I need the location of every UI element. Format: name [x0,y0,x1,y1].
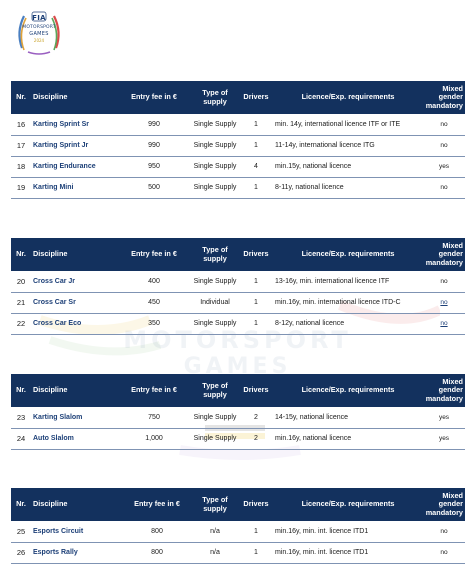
cell-mixed: yes [423,407,465,428]
cell-fee: 750 [117,407,191,428]
cell-type: Single Supply [191,313,239,334]
cell-mixed: no [423,521,465,542]
cell-type: Single Supply [191,156,239,177]
header-fee: Entry fee in € [117,374,191,407]
logo-line3: 2024 [33,38,45,43]
cell-discipline: Cross Car Jr [31,271,117,292]
table-row [11,271,465,292]
cell-mixed: no [423,177,465,198]
cell-fee: 350 [117,313,191,334]
cell-mixed-link[interactable] [423,313,465,334]
header-discipline: Discipline [31,488,123,521]
header-type: Type of supply [191,488,239,521]
header-licence: Licence/Exp. requirements [273,81,423,114]
cell-fee: 450 [117,292,191,313]
cell-discipline: Cross Car Sr [31,292,117,313]
fia-motorsport-games-logo [12,8,66,56]
table-header-row [11,488,465,521]
cell-type: Individual [191,292,239,313]
table-row [11,156,465,177]
cell-type: n/a [191,542,239,563]
cell-discipline: Karting Mini [31,177,117,198]
cell-type: Single Supply [191,114,239,135]
cell-nr: 23 [11,407,31,428]
cell-fee: 990 [117,135,191,156]
cell-type: Single Supply [191,271,239,292]
cell-discipline: Karting Endurance [31,156,117,177]
header-discipline: Discipline [31,374,117,407]
table-row [11,292,465,313]
header-mixed: Mixed gender mandatory [423,488,465,521]
table-header-row [11,374,465,407]
header-nr: Nr. [11,81,31,114]
cell-mixed: yes [423,428,465,449]
table-row [11,407,465,428]
table-row [11,177,465,198]
cell-drivers: 1 [239,114,273,135]
cell-mixed: no [423,135,465,156]
cell-nr: 25 [11,521,31,542]
cell-type: Single Supply [191,407,239,428]
table-row [11,521,465,542]
header-mixed: Mixed gender mandatory [423,81,465,114]
cell-drivers: 1 [239,313,273,334]
header-licence: Licence/Exp. requirements [273,374,423,407]
cell-licence: min.16y, min. international licence ITD-C [273,292,423,313]
cell-licence: min.15y, national licence [273,156,423,177]
watermark-line1: MOTORSPORT [123,326,352,354]
cell-licence: min.16y, min. int. licence ITD1 [273,542,423,563]
header-mixed: Mixed gender mandatory [423,238,465,271]
header-fee: Entry fee in € [123,488,191,521]
header-drivers: Drivers [239,374,273,407]
cell-drivers: 1 [239,292,273,313]
cell-licence: min.16y, national licence [273,428,423,449]
cell-discipline: Auto Slalom [31,428,117,449]
header-type: Type of supply [191,238,239,271]
cell-fee: 800 [123,521,191,542]
logo-org: FIA [32,14,46,22]
header-licence: Licence/Exp. requirements [273,238,423,271]
cell-nr: 21 [11,292,31,313]
header-type: Type of supply [191,374,239,407]
table-header-row [11,238,465,271]
cell-licence: 8-12y, national licence [273,313,423,334]
cell-discipline: Esports Circuit [31,521,123,542]
header-fee: Entry fee in € [117,81,191,114]
table-header-row [11,81,465,114]
mixed-link[interactable]: no [440,320,448,327]
cell-licence: 8-11y, national licence [273,177,423,198]
cell-fee: 990 [117,114,191,135]
table-row [11,313,465,334]
cell-discipline: Karting Slalom [31,407,117,428]
cell-drivers: 1 [239,271,273,292]
header-drivers: Drivers [239,81,273,114]
cell-nr: 24 [11,428,31,449]
header-discipline: Discipline [31,81,117,114]
cell-discipline: Esports Rally [31,542,123,563]
cell-nr: 26 [11,542,31,563]
cell-licence: 13-16y, min. international licence ITF [273,271,423,292]
cell-fee: 950 [117,156,191,177]
discipline-table-cross-car [11,238,465,335]
cell-drivers: 2 [239,407,273,428]
header-fee: Entry fee in € [117,238,191,271]
cell-type: Single Supply [191,177,239,198]
header-mixed: Mixed gender mandatory [423,374,465,407]
logo-line1: MOTORSPORT [22,25,56,30]
cell-discipline: Karting Sprint Jr [31,135,117,156]
cell-nr: 20 [11,271,31,292]
cell-licence: 14-15y, national licence [273,407,423,428]
discipline-table-esports [11,488,465,564]
mixed-link[interactable]: no [440,299,448,306]
cell-mixed-link[interactable] [423,292,465,313]
cell-type: Single Supply [191,428,239,449]
table-row [11,114,465,135]
cell-fee: 1,000 [117,428,191,449]
table-row [11,135,465,156]
cell-nr: 16 [11,114,31,135]
logo-line2: GAMES [29,31,49,37]
header-discipline: Discipline [31,238,117,271]
cell-discipline: Cross Car Eco [31,313,117,334]
header-drivers: Drivers [239,488,273,521]
table-row [11,428,465,449]
discipline-table-slalom [11,374,465,450]
header-nr: Nr. [11,238,31,271]
cell-drivers: 1 [239,521,273,542]
cell-licence: min.16y, min. int. licence ITD1 [273,521,423,542]
cell-mixed: no [423,542,465,563]
cell-discipline: Karting Sprint Sr [31,114,117,135]
discipline-table-karting [11,81,465,199]
cell-mixed: no [423,114,465,135]
cell-nr: 17 [11,135,31,156]
table-row [11,542,465,563]
cell-drivers: 1 [239,135,273,156]
header-nr: Nr. [11,374,31,407]
header-type: Type of supply [191,81,239,114]
cell-mixed: no [423,271,465,292]
watermark-line2: GAMES [183,354,292,379]
header-licence: Licence/Exp. requirements [273,488,423,521]
cell-nr: 22 [11,313,31,334]
cell-fee: 800 [123,542,191,563]
cell-type: Single Supply [191,135,239,156]
header-drivers: Drivers [239,238,273,271]
cell-nr: 18 [11,156,31,177]
cell-drivers: 1 [239,542,273,563]
cell-type: n/a [191,521,239,542]
cell-licence: min. 14y, international licence ITF or ITE [273,114,423,135]
cell-fee: 400 [117,271,191,292]
cell-drivers: 1 [239,177,273,198]
cell-mixed: yes [423,156,465,177]
cell-drivers: 2 [239,428,273,449]
cell-nr: 19 [11,177,31,198]
cell-licence: 11-14y, international licence ITG [273,135,423,156]
cell-fee: 500 [117,177,191,198]
header-nr: Nr. [11,488,31,521]
cell-drivers: 4 [239,156,273,177]
